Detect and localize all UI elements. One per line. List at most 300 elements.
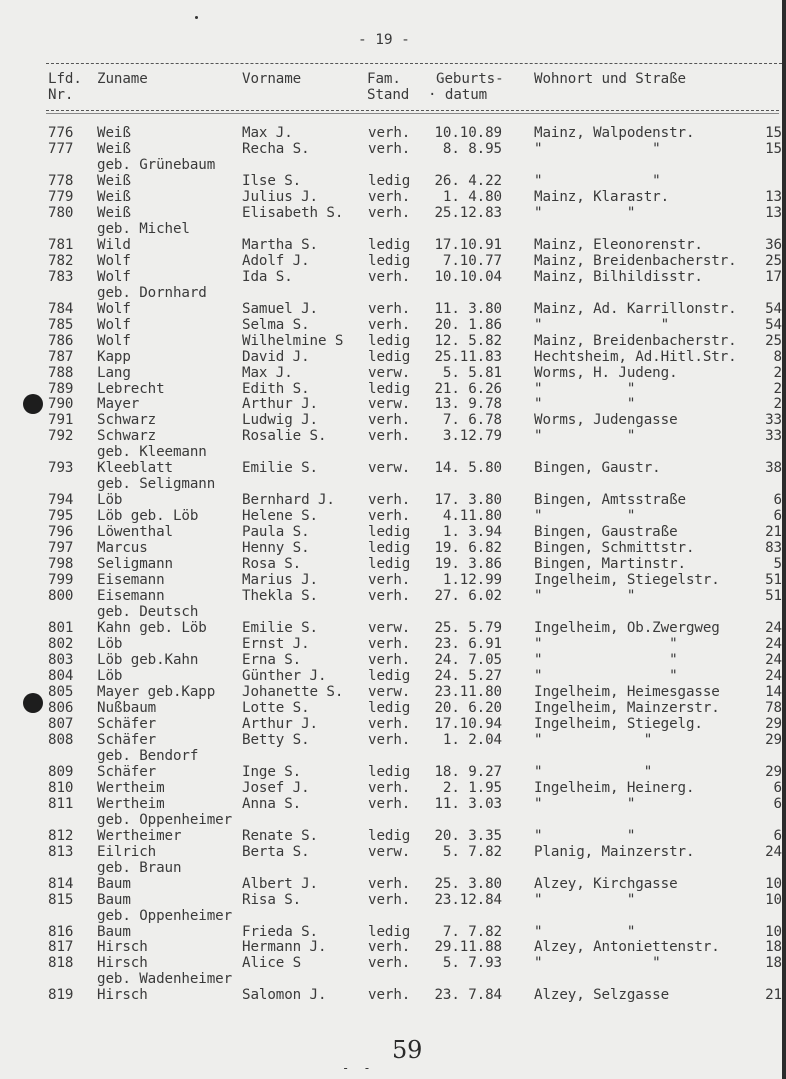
stand-cell: ledig <box>368 524 411 540</box>
lfd-nr: 808 <box>48 732 74 748</box>
wohnort-cell: Bingen, Gaustr. <box>534 460 661 476</box>
vorname-cell: Anna S. <box>242 796 302 812</box>
zuname-cell: Löb <box>97 492 123 508</box>
zuname-cell: Eisemann <box>97 588 165 604</box>
lfd-nr: 807 <box>48 716 74 732</box>
zuname-cell: Hirsch <box>97 955 148 971</box>
wohnort-cell: Mainz, Klarastr. <box>534 189 670 205</box>
hausnummer-cell: 21 <box>765 987 782 1003</box>
vorname-cell: Selma S. <box>242 317 310 333</box>
stand-cell: verh. <box>368 636 411 652</box>
vorname-cell: Max J. <box>242 125 293 141</box>
hausnummer-cell: 2 <box>773 381 782 397</box>
hausnummer-cell: 54 <box>765 301 782 317</box>
lfd-nr: 791 <box>48 412 74 428</box>
hausnummer-cell: 78 <box>765 700 782 716</box>
geburtsdatum-cell: 12. 5.82 <box>434 333 502 349</box>
vorname-cell: Helene S. <box>242 508 318 524</box>
stand-cell: ledig <box>368 556 411 572</box>
hausnummer-cell: 18 <box>765 955 782 971</box>
zuname-cell: Löb geb.Kahn <box>97 652 199 668</box>
page-number-bottom: 59 <box>392 1036 423 1064</box>
vorname-cell: Max J. <box>242 365 293 381</box>
vorname-cell: Berta S. <box>242 844 310 860</box>
hausnummer-cell: 25 <box>765 333 782 349</box>
stand-cell: ledig <box>368 924 411 940</box>
zuname-cell: Baum <box>97 892 131 908</box>
zuname-cell: Wertheim <box>97 780 165 796</box>
hausnummer-cell: 2 <box>773 365 782 381</box>
hausnummer-cell: 54 <box>765 317 782 333</box>
geburtsdatum-cell: 10.10.89 <box>434 125 502 141</box>
vorname-cell: David J. <box>242 349 310 365</box>
stand-cell: verh. <box>368 780 411 796</box>
zuname-cell: Wertheim <box>97 796 165 812</box>
geburtsdatum-cell: 20. 1.86 <box>434 317 502 333</box>
stand-cell: verh. <box>368 317 411 333</box>
lfd-nr: 778 <box>48 173 74 189</box>
hausnummer-cell: 29 <box>765 732 782 748</box>
wohnort-cell: " " <box>534 764 653 780</box>
lfd-nr: 810 <box>48 780 74 796</box>
zuname-cell: Baum <box>97 876 131 892</box>
maiden-name-note: geb. Oppenheimer <box>97 908 233 924</box>
page-edge-shadow <box>782 0 786 1079</box>
geburtsdatum-cell: 7. 6.78 <box>442 412 502 428</box>
lfd-nr: 815 <box>48 892 74 908</box>
hausnummer-cell: 17 <box>765 269 782 285</box>
stand-cell: ledig <box>368 237 411 253</box>
vorname-cell: Inge S. <box>242 764 302 780</box>
vorname-cell: Salomon J. <box>242 987 327 1003</box>
vorname-cell: Edith S. <box>242 381 310 397</box>
zuname-cell: Wolf <box>97 253 131 269</box>
wohnort-cell: Hechtsheim, Ad.Hitl.Str. <box>534 349 737 365</box>
page-number-top: - 19 - <box>358 32 410 48</box>
wohnort-cell: Ingelheim, Mainzerstr. <box>534 700 720 716</box>
vorname-cell: Arthur J. <box>242 396 318 412</box>
stand-cell: ledig <box>368 333 411 349</box>
hausnummer-cell: 83 <box>765 540 782 556</box>
hausnummer-cell: 24 <box>765 636 782 652</box>
lfd-nr: 797 <box>48 540 74 556</box>
hausnummer-cell: 24 <box>765 844 782 860</box>
zuname-cell: Seligmann <box>97 556 173 572</box>
stand-cell: verh. <box>368 892 411 908</box>
vorname-cell: Günther J. <box>242 668 327 684</box>
geburtsdatum-cell: 3.12.79 <box>442 428 502 444</box>
lfd-nr: 789 <box>48 381 74 397</box>
stand-cell: ledig <box>368 540 411 556</box>
geburtsdatum-cell: 25.11.83 <box>434 349 502 365</box>
lfd-nr: 804 <box>48 668 74 684</box>
vorname-cell: Betty S. <box>242 732 310 748</box>
stand-cell: verw. <box>368 460 411 476</box>
vorname-cell: Renate S. <box>242 828 318 844</box>
vorname-cell: Adolf J. <box>242 253 310 269</box>
stand-cell: verh. <box>368 189 411 205</box>
lfd-nr: 781 <box>48 237 74 253</box>
geburtsdatum-cell: 17. 3.80 <box>434 492 502 508</box>
hausnummer-cell: 25 <box>765 253 782 269</box>
zuname-cell: Kahn geb. Löb <box>97 620 207 636</box>
stand-cell: ledig <box>368 764 411 780</box>
geburtsdatum-cell: 25.12.83 <box>434 205 502 221</box>
maiden-name-note: geb. Oppenheimer <box>97 812 233 828</box>
lfd-nr: 792 <box>48 428 74 444</box>
zuname-cell: Schäfer <box>97 732 157 748</box>
wohnort-cell: " " <box>534 141 661 157</box>
wohnort-cell: Bingen, Amtsstraße <box>534 492 686 508</box>
lfd-nr: 795 <box>48 508 74 524</box>
wohnort-cell: Mainz, Eleonorenstr. <box>534 237 703 253</box>
zuname-cell: Wolf <box>97 269 131 285</box>
punch-hole <box>23 394 43 414</box>
geburtsdatum-cell: 24. 7.05 <box>434 652 502 668</box>
vorname-cell: Ilse S. <box>242 173 302 189</box>
geburtsdatum-cell: 17.10.94 <box>434 716 502 732</box>
vorname-cell: Julius J. <box>242 189 318 205</box>
wohnort-cell: Bingen, Schmittstr. <box>534 540 695 556</box>
lfd-nr: 787 <box>48 349 74 365</box>
hausnummer-cell: 29 <box>765 764 782 780</box>
zuname-cell: Löb <box>97 636 123 652</box>
hausnummer-cell: 33 <box>765 412 782 428</box>
stand-cell: verh. <box>368 588 411 604</box>
vorname-cell: Ernst J. <box>242 636 310 652</box>
lfd-nr: 803 <box>48 652 74 668</box>
wohnort-cell: Alzey, Selzgasse <box>534 987 670 1003</box>
geburtsdatum-cell: 24. 5.27 <box>434 668 502 684</box>
lfd-nr: 814 <box>48 876 74 892</box>
wohnort-cell: Mainz, Breidenbacherstr. <box>534 333 737 349</box>
hausnummer-cell: 13 <box>765 205 782 221</box>
wohnort-cell: " " <box>534 732 653 748</box>
wohnort-cell: Bingen, Gaustraße <box>534 524 678 540</box>
vorname-cell: Alice S <box>242 955 302 971</box>
maiden-name-note: geb. Grünebaum <box>97 157 216 173</box>
wohnort-cell: Ingelheim, Stiegelstr. <box>534 572 720 588</box>
vorname-cell: Recha S. <box>242 141 310 157</box>
stand-cell: ledig <box>368 828 411 844</box>
geburtsdatum-cell: 2. 1.95 <box>442 780 502 796</box>
lfd-nr: 806 <box>48 700 74 716</box>
maiden-name-note: geb. Bendorf <box>97 748 199 764</box>
maiden-name-note: geb. Braun <box>97 860 182 876</box>
hausnummer-cell: 21 <box>765 524 782 540</box>
hausnummer-cell: 14 <box>765 684 782 700</box>
hausnummer-cell: 36 <box>765 237 782 253</box>
zuname-cell: Nußbaum <box>97 700 157 716</box>
zuname-cell: Marcus <box>97 540 148 556</box>
wohnort-cell: Ingelheim, Stiegelg. <box>534 716 703 732</box>
geburtsdatum-cell: 1. 2.04 <box>442 732 502 748</box>
wohnort-cell: Ingelheim, Heimesgasse <box>534 684 720 700</box>
stand-cell: ledig <box>368 381 411 397</box>
geburtsdatum-cell: 23. 6.91 <box>434 636 502 652</box>
header-top-rule <box>46 63 782 64</box>
hausnummer-cell: 8 <box>773 349 782 365</box>
lfd-nr: 788 <box>48 365 74 381</box>
wohnort-cell: " " <box>534 636 678 652</box>
zuname-cell: Weiß <box>97 141 131 157</box>
hausnummer-cell: 15 <box>765 141 782 157</box>
zuname-cell: Wolf <box>97 301 131 317</box>
zuname-cell: Lebrecht <box>97 381 165 397</box>
lfd-nr: 813 <box>48 844 74 860</box>
wohnort-cell: Planig, Mainzerstr. <box>534 844 695 860</box>
hausnummer-cell: 29 <box>765 716 782 732</box>
wohnort-cell: " " <box>534 924 636 940</box>
lfd-nr: 782 <box>48 253 74 269</box>
zuname-cell: Eilrich <box>97 844 157 860</box>
stand-cell: verw. <box>368 365 411 381</box>
hausnummer-cell: 18 <box>765 939 782 955</box>
stand-cell: verh. <box>368 508 411 524</box>
stand-cell: ledig <box>368 173 411 189</box>
lfd-nr: 812 <box>48 828 74 844</box>
wohnort-cell: Mainz, Walpodenstr. <box>534 125 695 141</box>
zuname-cell: Eisemann <box>97 572 165 588</box>
wohnort-cell: " " <box>534 508 636 524</box>
zuname-cell: Baum <box>97 924 131 940</box>
stand-cell: verh. <box>368 796 411 812</box>
stand-cell: verh. <box>368 572 411 588</box>
lfd-nr: 783 <box>48 269 74 285</box>
stand-cell: verh. <box>368 987 411 1003</box>
zuname-cell: Weiß <box>97 173 131 189</box>
zuname-cell: Löb <box>97 668 123 684</box>
zuname-cell: Schwarz <box>97 428 157 444</box>
vorname-cell: Albert J. <box>242 876 318 892</box>
wohnort-cell: " " <box>534 652 678 668</box>
hausnummer-cell: 38 <box>765 460 782 476</box>
vorname-cell: Rosalie S. <box>242 428 327 444</box>
geburtsdatum-cell: 7. 7.82 <box>442 924 502 940</box>
hausnummer-cell: 51 <box>765 572 782 588</box>
stand-cell: verh. <box>368 205 411 221</box>
wohnort-cell: Ingelheim, Ob.Zwergweg <box>534 620 720 636</box>
lfd-nr: 800 <box>48 588 74 604</box>
punch-hole <box>23 693 43 713</box>
wohnort-cell: Mainz, Bilhildisstr. <box>534 269 703 285</box>
geburtsdatum-cell: 10.10.04 <box>434 269 502 285</box>
wohnort-cell: " " <box>534 428 636 444</box>
stand-cell: verh. <box>368 269 411 285</box>
stand-cell: ledig <box>368 253 411 269</box>
stand-cell: verh. <box>368 125 411 141</box>
geburtsdatum-cell: 23.12.84 <box>434 892 502 908</box>
stand-cell: verw. <box>368 844 411 860</box>
vorname-cell: Erna S. <box>242 652 302 668</box>
geburtsdatum-cell: 20. 6.20 <box>434 700 502 716</box>
header-geburts: Geburts- <box>436 71 504 87</box>
lfd-nr: 794 <box>48 492 74 508</box>
stand-cell: verh. <box>368 428 411 444</box>
header-lfd: Lfd. <box>48 71 82 87</box>
geburtsdatum-cell: 11. 3.03 <box>434 796 502 812</box>
geburtsdatum-cell: 17.10.91 <box>434 237 502 253</box>
hausnummer-cell: 33 <box>765 428 782 444</box>
wohnort-cell: " " <box>534 796 636 812</box>
lfd-nr: 817 <box>48 939 74 955</box>
geburtsdatum-cell: 20. 3.35 <box>434 828 502 844</box>
footer-marks: - - <box>342 1061 371 1075</box>
zuname-cell: Weiß <box>97 125 131 141</box>
hausnummer-cell: 2 <box>773 396 782 412</box>
zuname-cell: Mayer geb.Kapp <box>97 684 216 700</box>
vorname-cell: Rosa S. <box>242 556 302 572</box>
lfd-nr: 805 <box>48 684 74 700</box>
zuname-cell: Hirsch <box>97 987 148 1003</box>
hausnummer-cell: 24 <box>765 652 782 668</box>
stand-cell: verh. <box>368 301 411 317</box>
stand-cell: verw. <box>368 620 411 636</box>
vorname-cell: Elisabeth S. <box>242 205 344 221</box>
vorname-cell: Samuel J. <box>242 301 318 317</box>
geburtsdatum-cell: 19. 6.82 <box>434 540 502 556</box>
wohnort-cell: Alzey, Antoniettenstr. <box>534 939 720 955</box>
geburtsdatum-cell: 4.11.80 <box>442 508 502 524</box>
lfd-nr: 779 <box>48 189 74 205</box>
lfd-nr: 796 <box>48 524 74 540</box>
vorname-cell: Ludwig J. <box>242 412 318 428</box>
geburtsdatum-cell: 8. 8.95 <box>442 141 502 157</box>
lfd-nr: 776 <box>48 125 74 141</box>
zuname-cell: Schäfer <box>97 764 157 780</box>
header-datum-text: datum <box>444 87 488 103</box>
ink-speck <box>195 16 198 19</box>
stand-cell: verw. <box>368 396 411 412</box>
vorname-cell: Risa S. <box>242 892 302 908</box>
wohnort-cell: Mainz, Ad. Karrillonstr. <box>534 301 737 317</box>
vorname-cell: Frieda S. <box>242 924 318 940</box>
wohnort-cell: " " <box>534 381 636 397</box>
hausnummer-cell: 15 <box>765 125 782 141</box>
wohnort-cell: Alzey, Kirchgasse <box>534 876 678 892</box>
hausnummer-cell: 10 <box>765 892 782 908</box>
lfd-nr: 790 <box>48 396 74 412</box>
stand-cell: ledig <box>368 700 411 716</box>
header-fam: Fam. <box>367 71 401 87</box>
wohnort-cell: Mainz, Breidenbacherstr. <box>534 253 737 269</box>
vorname-cell: Arthur J. <box>242 716 318 732</box>
zuname-cell: Weiß <box>97 189 131 205</box>
zuname-cell: Wild <box>97 237 131 253</box>
geburtsdatum-cell: 27. 6.02 <box>434 588 502 604</box>
wohnort-cell: Bingen, Martinstr. <box>534 556 686 572</box>
maiden-name-note: geb. Kleemann <box>97 444 207 460</box>
hausnummer-cell: 13 <box>765 189 782 205</box>
header-wohnort: Wohnort und Straße <box>534 71 686 87</box>
stand-cell: verh. <box>368 955 411 971</box>
maiden-name-note: geb. Wadenheimer <box>97 971 233 987</box>
geburtsdatum-cell: 21. 6.26 <box>434 381 502 397</box>
stand-cell: ledig <box>368 349 411 365</box>
vorname-cell: Paula S. <box>242 524 310 540</box>
geburtsdatum-cell: 23. 7.84 <box>434 987 502 1003</box>
zuname-cell: Löb geb. Löb <box>97 508 199 524</box>
geburtsdatum-cell: 1.12.99 <box>442 572 502 588</box>
vorname-cell: Bernhard J. <box>242 492 335 508</box>
geburtsdatum-cell: 18. 9.27 <box>434 764 502 780</box>
wohnort-cell: " " <box>534 317 670 333</box>
stand-cell: verh. <box>368 492 411 508</box>
wohnort-cell: Ingelheim, Heinerg. <box>534 780 695 796</box>
header-bottom-rule-2 <box>46 113 779 114</box>
hausnummer-cell: 5 <box>773 556 782 572</box>
geburtsdatum-cell: 1. 4.80 <box>442 189 502 205</box>
geburtsdatum-cell: 1. 3.94 <box>442 524 502 540</box>
geburtsdatum-cell: 25. 3.80 <box>434 876 502 892</box>
geburtsdatum-cell: 5. 5.81 <box>442 365 502 381</box>
lfd-nr: 777 <box>48 141 74 157</box>
lfd-nr: 798 <box>48 556 74 572</box>
hausnummer-cell: 51 <box>765 588 782 604</box>
zuname-cell: Wolf <box>97 317 131 333</box>
header-datum: · datum <box>428 87 488 103</box>
stand-cell: verh. <box>368 412 411 428</box>
wohnort-cell: Worms, Judengasse <box>534 412 678 428</box>
wohnort-cell: Worms, H. Judeng. <box>534 365 678 381</box>
stand-cell: verh. <box>368 939 411 955</box>
stand-cell: ledig <box>368 668 411 684</box>
hausnummer-cell: 6 <box>773 508 782 524</box>
maiden-name-note: geb. Deutsch <box>97 604 199 620</box>
vorname-cell: Emilie S. <box>242 460 318 476</box>
vorname-cell: Thekla S. <box>242 588 318 604</box>
zuname-cell: Schwarz <box>97 412 157 428</box>
stand-cell: verh. <box>368 716 411 732</box>
hausnummer-cell: 6 <box>773 796 782 812</box>
geburtsdatum-cell: 25. 5.79 <box>434 620 502 636</box>
maiden-name-note: geb. Dornhard <box>97 285 207 301</box>
wohnort-cell: " " <box>534 205 636 221</box>
vorname-cell: Marius J. <box>242 572 318 588</box>
lfd-nr: 786 <box>48 333 74 349</box>
zuname-cell: Lang <box>97 365 131 381</box>
hausnummer-cell: 24 <box>765 668 782 684</box>
geburtsdatum-cell: 14. 5.80 <box>434 460 502 476</box>
vorname-cell: Josef J. <box>242 780 310 796</box>
wohnort-cell: " " <box>534 396 636 412</box>
geburtsdatum-cell: 7.10.77 <box>442 253 502 269</box>
wohnort-cell: " " <box>534 892 636 908</box>
zuname-cell: Mayer <box>97 396 140 412</box>
stand-cell: verh. <box>368 876 411 892</box>
header-zuname: Zuname <box>97 71 148 87</box>
header-nr: Nr. <box>48 87 74 103</box>
geburtsdatum-cell: 29.11.88 <box>434 939 502 955</box>
lfd-nr: 811 <box>48 796 74 812</box>
zuname-cell: Weiß <box>97 205 131 221</box>
stand-cell: verh. <box>368 141 411 157</box>
zuname-cell: Löwenthal <box>97 524 173 540</box>
wohnort-cell: " " <box>534 955 661 971</box>
lfd-nr: 799 <box>48 572 74 588</box>
header-bottom-rule <box>46 110 779 111</box>
lfd-nr: 802 <box>48 636 74 652</box>
zuname-cell: Wertheimer <box>97 828 182 844</box>
zuname-cell: Hirsch <box>97 939 148 955</box>
lfd-nr: 785 <box>48 317 74 333</box>
geburtsdatum-cell: 11. 3.80 <box>434 301 502 317</box>
vorname-cell: Emilie S. <box>242 620 318 636</box>
hausnummer-cell: 10 <box>765 924 782 940</box>
lfd-nr: 784 <box>48 301 74 317</box>
stand-cell: verw. <box>368 684 411 700</box>
lfd-nr: 816 <box>48 924 74 940</box>
